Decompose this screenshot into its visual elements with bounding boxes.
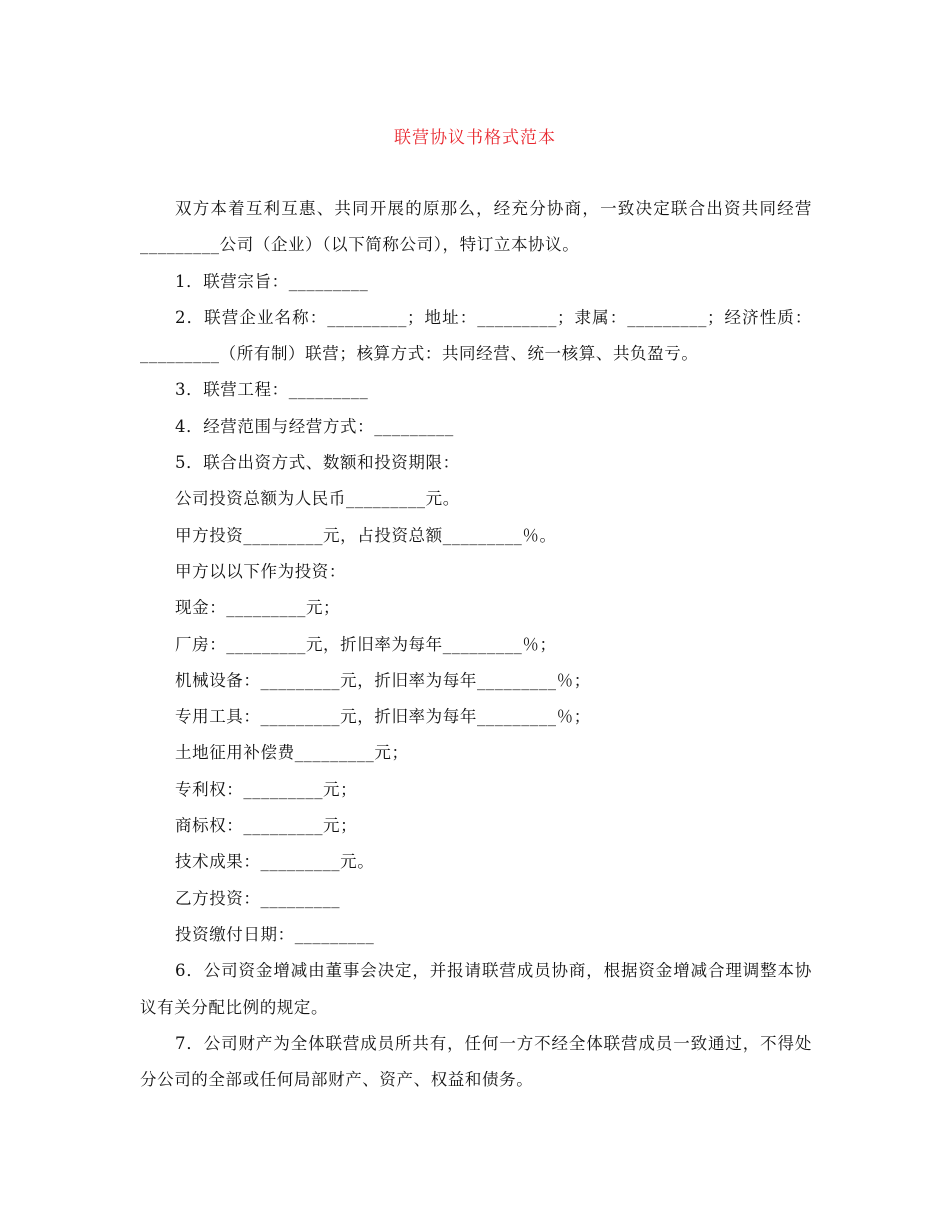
document-title: 联营协议书格式范本 xyxy=(394,128,556,148)
clause-4-business-scope: 4．经营范围与经营方式：_________ xyxy=(175,416,454,436)
clause-6-capital-changes: 6．公司资金增减由董事会决定，并报请联营成员协商，根据资金增减合理调整本协议有关分配比例的规定。 xyxy=(140,961,812,1017)
clause-7-property: 7．公司财产为全体联营成员所共有，任何一方不经全体联营成员一致通过，不得处分公司的全部或任何局部财产、资产、权益和债务。 xyxy=(140,1033,812,1090)
investment-patent: 专利权：_________元； xyxy=(175,779,358,799)
clause-1-purpose: 1．联营宗旨：_________ xyxy=(175,271,369,291)
clause-2-enterprise-info: 2．联营企业名称：_________；地址：_________；隶属：_________；经济性质：_________（所有制）联营；核算方式：共同经营、统一核算、共负盈亏。 xyxy=(140,307,812,364)
payment-date: 投资缴付日期：_________ xyxy=(175,924,375,944)
investment-trademark: 商标权：_________元； xyxy=(175,816,358,836)
clause-3-project: 3．联营工程：_________ xyxy=(175,380,369,400)
investment-tools: 专用工具：_________元，折旧率为每年_________％； xyxy=(175,707,591,727)
investment-technology: 技术成果：_________元。 xyxy=(175,852,375,872)
document-body xyxy=(140,191,812,1098)
investment-machinery: 机械设备：_________元，折旧率为每年_________％； xyxy=(175,670,591,690)
investment-plant: 厂房：_________元，折旧率为每年_________％； xyxy=(175,634,557,654)
clause-5-investment: 5．联合出资方式、数额和投资期限： xyxy=(175,453,460,473)
investment-cash: 现金：_________元； xyxy=(175,598,341,618)
party-a-investment-items: 甲方以以下作为投资： xyxy=(175,561,346,581)
party-a-investment: 甲方投资_________元，占投资总额_________％。 xyxy=(175,525,557,545)
party-b-investment: 乙方投资：_________ xyxy=(175,888,341,908)
investment-land: 土地征用补偿费_________元； xyxy=(175,743,409,763)
investment-total: 公司投资总额为人民币_________元。 xyxy=(175,489,460,509)
intro-paragraph: 双方本着互利互惠、共同开展的原那么，经充分协商，一致决定联合出资共同经营_________公司（企业）（以下简称公司），特订立本协议。 xyxy=(140,199,812,255)
